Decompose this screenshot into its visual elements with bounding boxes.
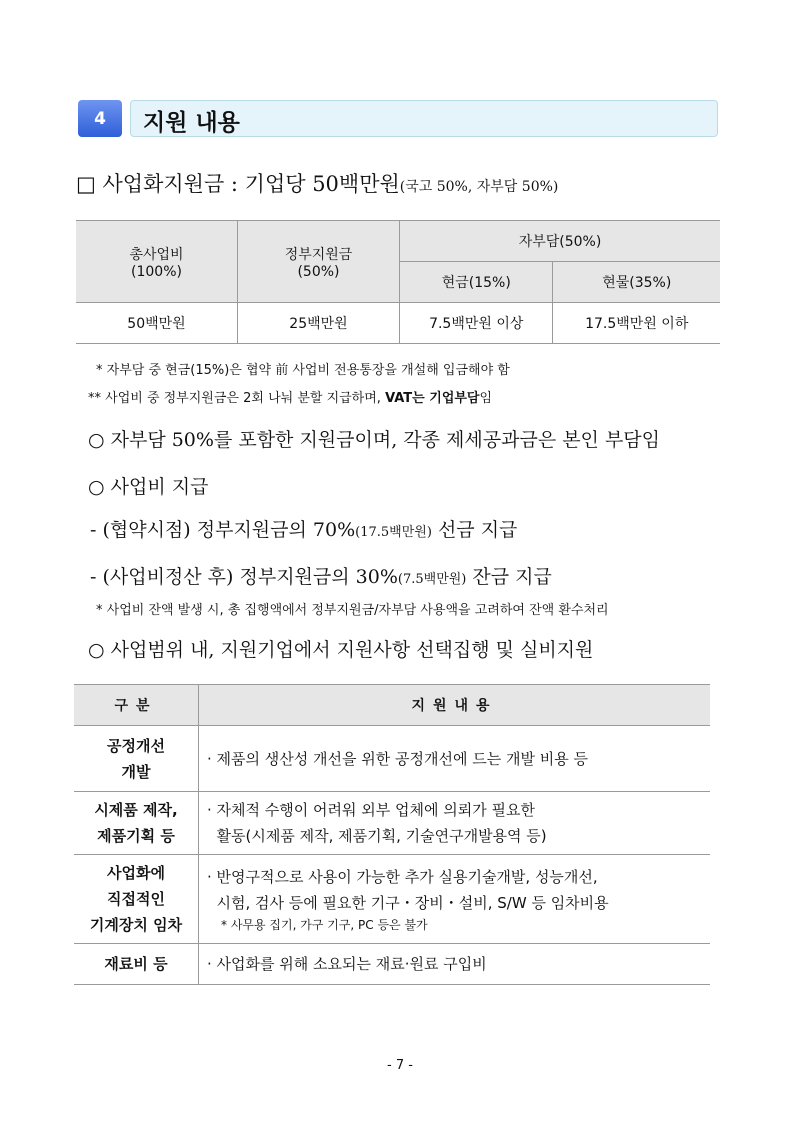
bullet-scope: ○ 사업범위 내, 지원기업에서 지원사항 선택집행 및 실비지원 (88, 639, 594, 661)
content-cell: · 반영구적으로 사용이 가능한 추가 실용기술개발, 성능개선, 시험, 검사 등에 필요한 기구・장비・설비, S/W 등 임차비용 * 사무용 집기, 가구 기구, PC 등은 불가 (199, 855, 711, 944)
header-content: 지원내용 (199, 685, 711, 726)
bullet-self-payment: ○ 자부담 50%를 포함한 지원금이며, 각종 제세공과금은 본인 부담임 (88, 429, 661, 451)
category-cell: 사업화에 직접적인 기계장치 임차 (74, 855, 199, 944)
note-cash: * 자부담 중 현금(15%)은 협약 前 사업비 전용통장을 개설해 입금해야 함 (96, 363, 510, 378)
table-row (74, 792, 710, 855)
header-cash: 현금(15%) (400, 262, 553, 303)
note-refund: * 사업비 잔액 발생 시, 총 집행액에서 정부지원금/자부담 사용액을 고려하여 잔액 환수처리 (96, 603, 609, 618)
table-row (74, 944, 710, 985)
header-total: 총사업비 (100%) (76, 221, 238, 303)
header-category: 구분 (74, 685, 199, 726)
bullet-payment: ○ 사업비 지급 (88, 476, 209, 498)
note-vat: ** 사업비 중 정부지원금은 2회 나눠 분할 지급하며, VAT는 기업부담임 (88, 391, 493, 406)
cell: 7.5백만원 이상 (400, 303, 553, 344)
header-gov: 정부지원금 (50%) (238, 221, 400, 303)
section-number-badge: 4 (78, 100, 122, 137)
content-cell: · 제품의 생산성 개선을 위한 공정개선에 드는 개발 비용 등 (199, 726, 711, 792)
subsection-heading (76, 168, 558, 198)
dash-advance: - (협약시점) 정부지원금의 70%(17.5백만원) 선금 지급 (90, 519, 518, 541)
heading-sub: (국고 50%, 자부담 50%) (399, 179, 559, 195)
table-row (76, 303, 720, 344)
cell: 25백만원 (238, 303, 400, 344)
header-self: 자부담(50%) (400, 221, 721, 262)
dash-balance: - (사업비정산 후) 정부지원금의 30%(7.5백만원) 잔금 지급 (90, 566, 552, 588)
table-row (74, 855, 710, 944)
support-table (74, 684, 710, 985)
table-row (74, 726, 710, 792)
category-cell: 시제품 제작, 제품기획 등 (74, 792, 199, 855)
content-cell: · 사업화를 위해 소요되는 재료·원료 구입비 (199, 944, 711, 985)
budget-table (76, 220, 720, 344)
cell: 17.5백만원 이하 (553, 303, 720, 344)
category-cell: 공정개선 개발 (74, 726, 199, 792)
section-title: 지원 내용 (143, 110, 240, 136)
cell: 50백만원 (76, 303, 238, 344)
heading-main: □ 사업화지원금 : 기업당 50백만원 (76, 172, 400, 196)
header-kind: 현물(35%) (553, 262, 720, 303)
content-cell: · 자체적 수행이 어려워 외부 업체에 의뢰가 필요한 활동(시제품 제작, 제품기획, 기술연구개발용역 등) (199, 792, 711, 855)
category-cell: 재료비 등 (74, 944, 199, 985)
page-number: - 7 - (387, 1058, 413, 1073)
